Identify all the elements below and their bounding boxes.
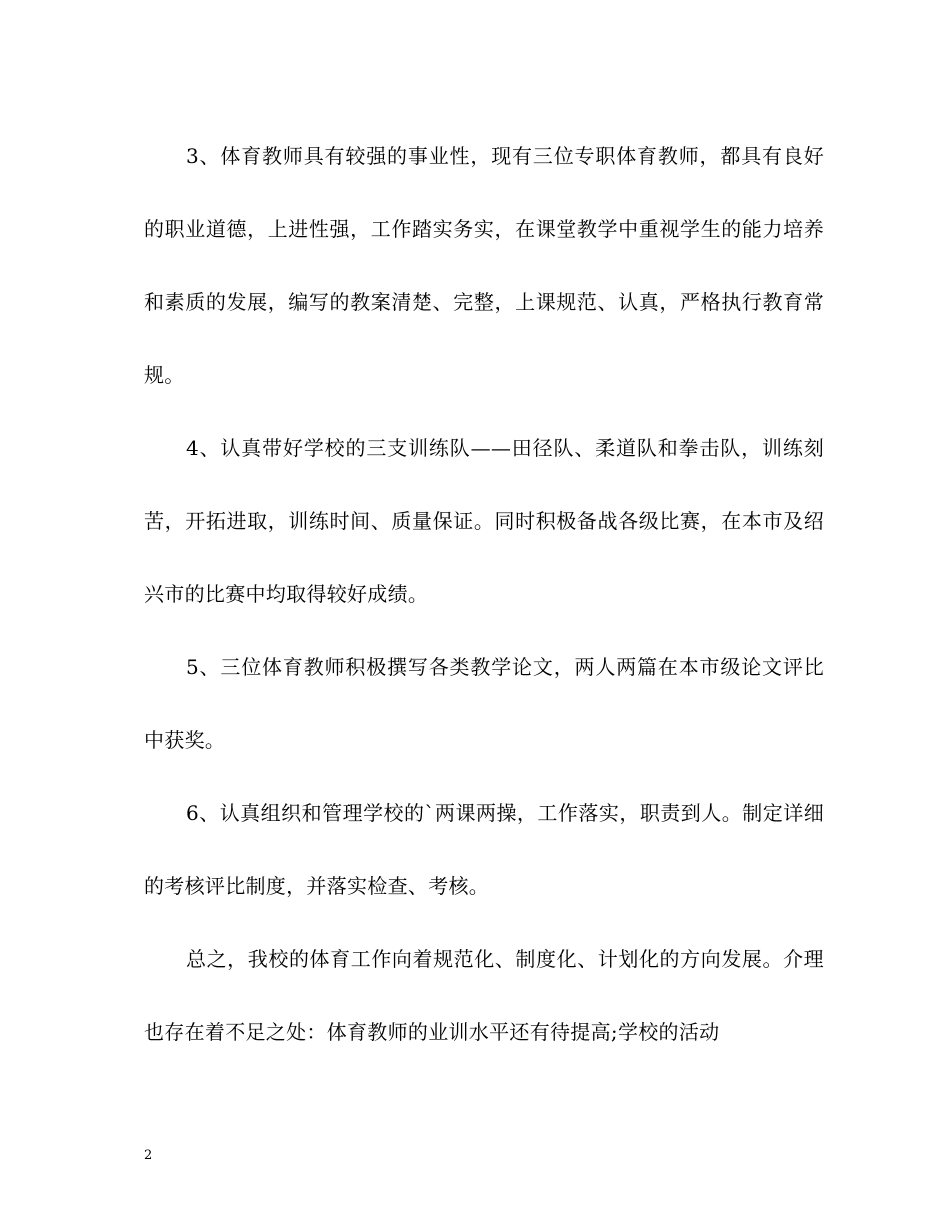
paragraph-summary: 总之，我校的体育工作向着规范化、制度化、计划化的方向发展。介理也存在着不足之处：体育教师的业训水平还有待提高;学校的活动 [144, 947, 824, 1044]
document-body [144, 120, 824, 1069]
page-number: 2 [144, 1148, 153, 1163]
paragraph-3: 3、体育教师具有较强的事业性，现有三位专职体育教师，都具有良好的职业道德，上进性强，工作踏实务实，在课堂教学中重视学生的能力培养和素质的发展，编写的教案清楚、完整，上课规范、认真，严格执行教育常规。 [144, 144, 824, 387]
paragraph-4: 4、认真带好学校的三支训练队——田径队、柔道队和拳击队，训练刻苦，开拓进取，训练时间、质量保证。同时积极备战各级比赛，在本市及绍兴市的比赛中均取得较好成绩。 [144, 436, 824, 606]
paragraph-5: 5、三位体育教师积极撰写各类教学论文，两人两篇在本市级论文评比中获奖。 [144, 655, 824, 752]
paragraph-6: 6、认真组织和管理学校的`两课两操，工作落实，职责到人。制定详细的考核评比制度，并落实检查、考核。 [144, 801, 824, 898]
